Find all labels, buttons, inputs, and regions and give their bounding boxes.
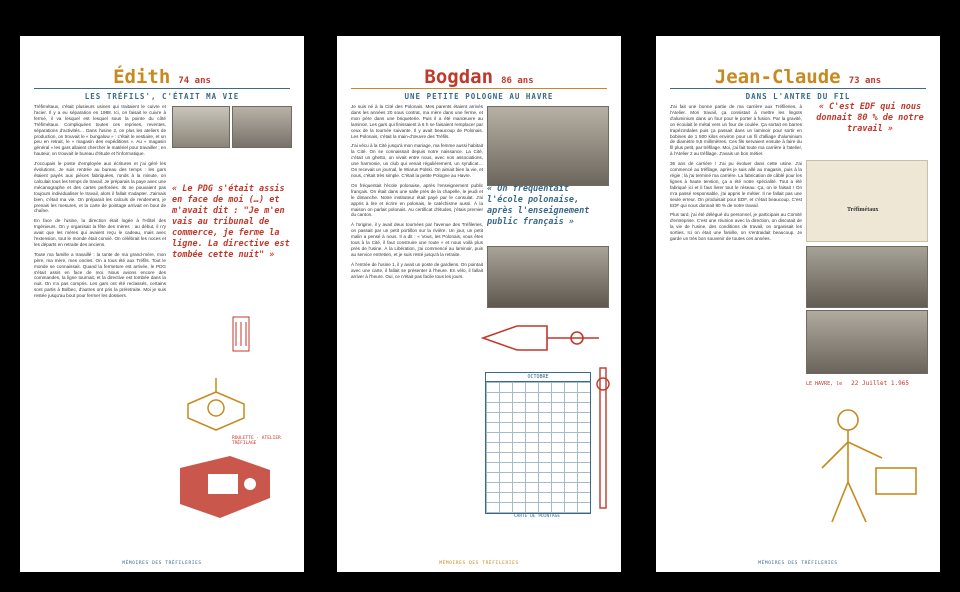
tool-sketch-icon — [593, 364, 613, 514]
bogdan-panel — [337, 36, 621, 572]
date-stamp — [806, 380, 930, 387]
bogdan-subtitle: UNE PETITE POLOGNE AU HAVRE — [351, 88, 607, 101]
edith-paragraph: En face de l'usine, la direction était logée à l'Hôtel des Ingénieurs. On y organisait la fête des mères : au début, il n'y avait que les mères qui avaient reçu le cadeau, mais avec l'extension, tout le monde était convié. On célébrait les noces et les départs en retraite des anciens. — [34, 218, 166, 247]
red-mechanism-sketch-icon — [170, 448, 280, 526]
bogdan-paragraph: On fréquentait l'école polonaise, après l'enseignement public français. On était dans une salle près de la chapelle, le jeudi et le dimanche. Notre instituteur était payé par le consulat. J'ai appris à lire et écrire en polonais, le catéchisme aussi. À la maison on parlait polonais. Au certificat d'études, j'étais premier du canton. — [351, 182, 483, 218]
document-photo — [806, 160, 928, 242]
building-photo — [232, 106, 292, 148]
time-card-grid — [486, 382, 590, 513]
bogdan-name: Bogdan — [424, 66, 494, 88]
bogdan-age: 86 ans — [501, 76, 534, 86]
factory-photo — [172, 106, 230, 148]
jeanclaude-footer: MÉMOIRES DES TRÉFILERIES — [758, 561, 838, 566]
time-card-header: OCTOBRE — [486, 373, 590, 382]
bogdan-footer: MÉMOIRES DES TRÉFILERIES — [439, 561, 519, 566]
worker-sketch-icon — [796, 398, 926, 538]
edith-panel — [20, 36, 304, 572]
stamp-icon — [232, 316, 250, 352]
bogdan-paragraph: À l'entrée de l'usine 1, il y avait un poste de gardiens. On pointait avec une carte, il fallait se présenter à l'heure. En vélo, il fallait arriver à l'heure. Oui, ce n'était pas facile tous les jours. — [351, 261, 483, 279]
jeanclaude-subtitle: DANS L'ANTRE DU FIL — [670, 88, 926, 101]
edith-paragraph: Tréfimétaux, c'était plusieurs usines qui traitaient le cuivre et l'acier. Il y a eu séparation en 1988. Ici, on faisait le cuivre à fermé, il va lesquel est lesquel sous la pointe du côté Tréfimétaux. Compliquées toutes ces reprises, reventes, séparations d'activités… Dans l'usine 2, on plus les ateliers de production, on trouvait le « bungalow » : c'était le vestiaire, et un peu en retrait, le « magasin des expéditions ». Au « magasin général » les gars allaient chercher le matériel pour travailler ; en hauteur, on trouvait le bureau d'étude et l'informatique. — [34, 104, 166, 157]
factory-floor-photo — [806, 246, 928, 308]
edith-title — [20, 66, 304, 88]
time-card — [485, 372, 591, 514]
bogdan-paragraph: À l'origine, il y avait deux tournées par l'avenue des Tréfileries, on passait par un petit portillon sur la rivière. Un jour, un petit malin a pensé à nous. Il a dit : « Vous, les Polonais, vous êtes tous à la Cité, il faut construire une route » et nous voilà plus près de l'usine. À la Libération, j'ai commencé au laminoir, puis au service entretien, et je suis resté jusqu'à la retraite. — [351, 222, 483, 257]
wire-spool-sketch-icon — [477, 308, 607, 368]
bogdan-title — [337, 66, 621, 88]
machine-part-sketch-icon — [180, 374, 252, 436]
edith-quote: « Le PDG s'était assis en face de moi (…) et m'avait dit : "Je m'en vais au tribunal de commerce, je ferme la ligne. La directive est tombée cette nuit" » — [172, 184, 290, 260]
jeanclaude-paragraph: Plus tard, j'ai été délégué du personnel, je participais au Comité d'entreprise. C'est une réunion avec la direction, on discutait de la vie de l'usine, des conditions de travail, on organisait les sorties. Ici on était une famille, on s'entraidait beaucoup. Je garde un très bon souvenir de toutes ces années. — [670, 212, 802, 242]
jeanclaude-title — [656, 66, 940, 88]
stamp-place: LE HAVRE, le — [806, 381, 843, 387]
stamp-date: 22 Juillet 1.965 — [851, 380, 909, 387]
edith-paragraph: Toute ma famille a travaillé : la tante de ma grand-mère, mon père, ma mère, mes oncles. On a tous été aux Tréfils. Tout le monde se connaissait. Quand la fermeture est arrivée, le PDG s'était assis en face de moi. Nous avions encore des commandes, la ligne tournait, et la directive est tombée dans la nuit. On n'a pas compris. Les gars ont été reclassés, certains sont partis à Bolbec, d'autres ont pris la préretraite. Moi je suis restée jusqu'au bout pour fermer les dossiers. — [34, 251, 166, 299]
jeanclaude-paragraph: J'ai fait une bonne partie de ma carrière aux Tréfileries, à l'Atelier. Mon travail, ça consistait à mettre les lingots d'aluminium dans un four pour le porter à fusion. Par la gravité, on écoulait le métal vers un four de coulée. Ça sortait en barres trapézoïdales puis ça passait dans un laminoir pour sortir en bobines de 1 500 kilos environ pour un fil d'alliage d'aluminium de diamètre 9,5 millimètres. Ces fils servaient ensuite à faire du fil plus petit, par tréfilage. Moi, j'ai fait toute ma carrière à l'atelier, à l'Atelier 2 au tréfilage. J'avais un bon métier. — [670, 104, 802, 157]
bogdan-text-left — [351, 104, 483, 546]
edith-paragraph: J'occupais le poste d'employée aux écritures et j'ai géré les évolutions. Je suis rentrée au bureau des temps : les gars étaient payés aux pièces fabriquées, ronds à la minute, on calculait tous les temps de travail. Je préparais la paye avec une mécanographe et des cartes perforées. Ils ne pouvaient pas toujours individualiser le travail, alors il fallait s'adapter. J'aimais bien, c'était ma vie. On préparait les calculs de rendement, je prenais les mesures, et la carte de pointage arrivait en bout de chaîne. — [34, 161, 166, 214]
edith-subtitle: LES TRÉFILS', C'ÉTAIT MA VIE — [34, 88, 290, 101]
group-photo — [487, 246, 609, 308]
bogdan-paragraph: J'ai vécu à la Cité jusqu'à mon mariage, ma femme aussi habitait la Cité. On se connaissait depuis notre naissance. La Cité, c'était un ghetto, on vivait entre nous, avec nos associations, une harmonie, un club qui venait régulièrement, un syndicat… On recevait un journal, le Wiarus Polski. On aimait bien la vie, et nous, c'était très simple. C'était la petite Pologne au Havre. — [351, 143, 483, 178]
jeanclaude-quote: « C'est EDF qui nous donnait 80 % de notre travail » — [816, 102, 924, 134]
jeanclaude-name: Jean-Claude — [714, 66, 841, 88]
edith-footer: MÉMOIRES DES TRÉFILERIES — [122, 561, 202, 566]
edith-text-left — [34, 104, 166, 546]
class-photo — [487, 106, 609, 186]
edith-age: 74 ans — [178, 76, 211, 86]
time-card-caption: CARTE DE POINTAGE — [513, 514, 561, 519]
jeanclaude-paragraph: 36 ans de carrière ! J'ai pu évoluer dans cette usine. J'ai commencé au tréfilage, après je suis allé au magasin, puis à la régie ; là j'ai terminé ma carrière. La fabrication de câblé pour les lignes à haute tension, ça a été notre spécialité. Tout a été fabriqué ici et il faut livrer tout le réseau. Ça, on le faisait ! On m'a passé responsable, j'ai appris le métier. Il ne fallait pas une seule erreur. On produisait pour EDF, et c'était beaucoup. C'est EDF qui nous donnait 80 % de notre travail. — [670, 161, 802, 208]
document-label: Tréfimétaux — [847, 207, 879, 213]
edith-caption: ROULETTE · ATELIER TRÉFILAGE — [232, 436, 281, 446]
edith-name: Édith — [113, 66, 171, 88]
bogdan-quote: « On fréquentait l'école polonaise, après l'enseignement public français » — [487, 184, 590, 227]
jeanclaude-text-left — [670, 104, 802, 546]
workers-photo — [806, 310, 928, 374]
jeanclaude-age: 73 ans — [848, 76, 882, 86]
jeanclaude-panel — [656, 36, 940, 572]
bogdan-paragraph: Je suis né à la Cité des Polonais. Mes parents étaient arrivés dans les années 20 sous contrat, ma mère dans une ferme, et mon père dans une briqueterie. Puis il a été manœuvre au laminoir. Les gars qui finissaient à 6 h se faisaient remplacer par ceux de la tournée suivante. Il y avait beaucoup de Polonais. Les Polonais, c'était la main-d'œuvre des Tréfils. — [351, 104, 483, 139]
